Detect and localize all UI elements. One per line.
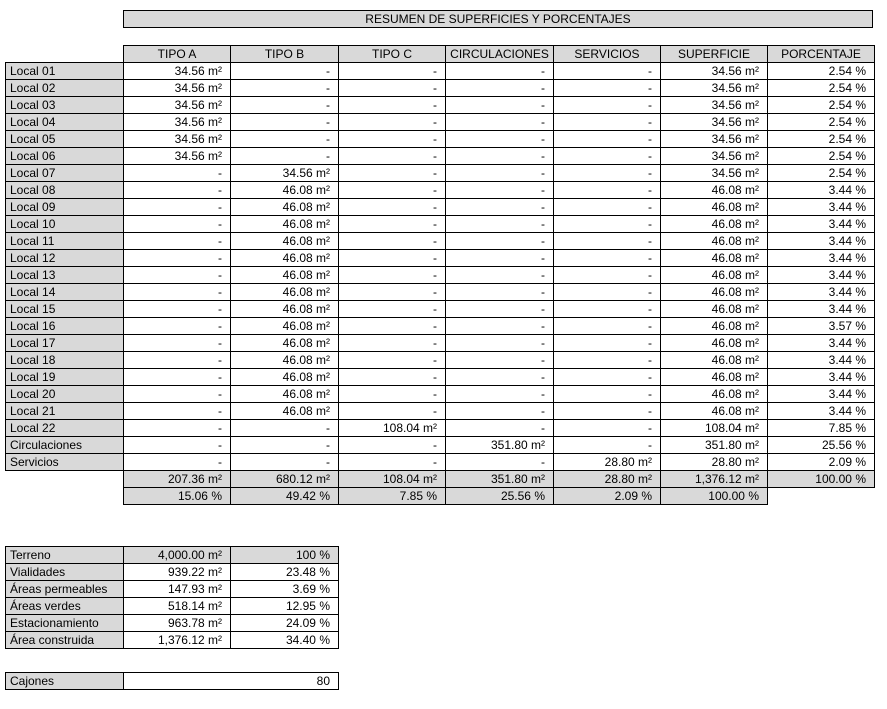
cell-value: - <box>124 182 231 199</box>
cell-value: - <box>446 199 554 216</box>
area-row <box>6 632 339 649</box>
surface-summary-table <box>5 45 875 505</box>
cell-value: - <box>446 97 554 114</box>
cell-value: - <box>339 454 446 471</box>
area-percentage: 12.95 % <box>231 598 339 615</box>
cell-value: - <box>554 284 661 301</box>
cell-value: - <box>554 165 661 182</box>
row-label: Local 06 <box>6 148 124 165</box>
table-row <box>6 250 875 267</box>
cell-value: 46.08 m² <box>231 386 339 403</box>
cell-value: 7.85 % <box>768 420 875 437</box>
table-row <box>6 284 875 301</box>
table-row <box>6 80 875 97</box>
cell-value: - <box>554 250 661 267</box>
cell-value: - <box>554 182 661 199</box>
cell-value: - <box>231 420 339 437</box>
cell-value: - <box>231 131 339 148</box>
row-label: Local 02 <box>6 80 124 97</box>
cell-value: 3.44 % <box>768 352 875 369</box>
cell-value: - <box>124 454 231 471</box>
cell-value: - <box>339 233 446 250</box>
cell-value: - <box>446 352 554 369</box>
cell-value: - <box>554 318 661 335</box>
cell-value: 46.08 m² <box>661 233 768 250</box>
cell-value: - <box>124 199 231 216</box>
percentage-value: 2.09 % <box>554 488 661 505</box>
cell-value: - <box>339 131 446 148</box>
row-label: Local 19 <box>6 369 124 386</box>
cell-value: - <box>554 352 661 369</box>
cell-value: 46.08 m² <box>661 386 768 403</box>
table-row <box>6 318 875 335</box>
cell-value: - <box>446 80 554 97</box>
area-row <box>6 564 339 581</box>
cell-value: 46.08 m² <box>661 369 768 386</box>
area-row <box>6 547 339 564</box>
cell-value: - <box>124 369 231 386</box>
cell-value: - <box>231 437 339 454</box>
table-row <box>6 352 875 369</box>
cell-value: - <box>339 386 446 403</box>
cell-value: - <box>554 233 661 250</box>
area-label: Estacionamiento <box>6 615 124 632</box>
table-row <box>6 420 875 437</box>
row-label: Local 14 <box>6 284 124 301</box>
cell-value: - <box>554 63 661 80</box>
cell-value: - <box>446 454 554 471</box>
cell-value: 34.56 m² <box>661 97 768 114</box>
header-corner <box>6 46 124 63</box>
cell-value: - <box>124 420 231 437</box>
table-row <box>6 386 875 403</box>
row-label: Local 17 <box>6 335 124 352</box>
cell-value: - <box>339 403 446 420</box>
cell-value: 46.08 m² <box>661 352 768 369</box>
percentage-value: 15.06 % <box>124 488 231 505</box>
table-row <box>6 301 875 318</box>
total-value: 680.12 m² <box>231 471 339 488</box>
totals-spacer <box>6 471 124 488</box>
cell-value: - <box>124 301 231 318</box>
table-row <box>6 114 875 131</box>
area-row <box>6 598 339 615</box>
cell-value: - <box>231 454 339 471</box>
cell-value: 2.54 % <box>768 63 875 80</box>
table-row <box>6 216 875 233</box>
area-row <box>6 615 339 632</box>
cell-value: - <box>124 437 231 454</box>
row-label: Local 15 <box>6 301 124 318</box>
cell-value: 3.44 % <box>768 216 875 233</box>
percentage-value: 25.56 % <box>446 488 554 505</box>
cell-value: 34.56 m² <box>124 148 231 165</box>
row-label: Servicios <box>6 454 124 471</box>
row-label: Local 20 <box>6 386 124 403</box>
area-label: Área construida <box>6 632 124 649</box>
table-row <box>6 437 875 454</box>
cell-value: 46.08 m² <box>231 199 339 216</box>
cell-value: - <box>339 352 446 369</box>
cell-value: - <box>554 114 661 131</box>
area-value: 1,376.12 m² <box>124 632 231 649</box>
cell-value: - <box>339 369 446 386</box>
cell-value: - <box>446 403 554 420</box>
cell-value: - <box>339 148 446 165</box>
row-label: Local 09 <box>6 199 124 216</box>
area-label: Vialidades <box>6 564 124 581</box>
cell-value: 46.08 m² <box>661 199 768 216</box>
cell-value: 28.80 m² <box>554 454 661 471</box>
cell-value: 46.08 m² <box>231 318 339 335</box>
table-row <box>6 199 875 216</box>
percentage-spacer <box>6 488 124 505</box>
row-label: Local 18 <box>6 352 124 369</box>
cell-value: - <box>446 182 554 199</box>
cell-value: 46.08 m² <box>661 335 768 352</box>
row-label: Local 05 <box>6 131 124 148</box>
cell-value: - <box>339 199 446 216</box>
percentage-end-spacer <box>768 488 875 505</box>
total-value: 1,376.12 m² <box>661 471 768 488</box>
percentage-row <box>6 488 875 505</box>
cell-value: 34.56 m² <box>661 80 768 97</box>
row-label: Local 21 <box>6 403 124 420</box>
cell-value: 2.54 % <box>768 148 875 165</box>
area-value: 4,000.00 m² <box>124 547 231 564</box>
cell-value: - <box>554 97 661 114</box>
column-header: TIPO C <box>339 46 446 63</box>
cell-value: 46.08 m² <box>231 403 339 420</box>
cell-value: 3.44 % <box>768 284 875 301</box>
cell-value: 34.56 m² <box>124 97 231 114</box>
cell-value: 351.80 m² <box>661 437 768 454</box>
cell-value: 34.56 m² <box>124 114 231 131</box>
column-header: PORCENTAJE <box>768 46 875 63</box>
cell-value: - <box>124 335 231 352</box>
cell-value: - <box>339 97 446 114</box>
cell-value: - <box>339 301 446 318</box>
row-label: Local 10 <box>6 216 124 233</box>
cell-value: - <box>339 80 446 97</box>
area-percentage: 24.09 % <box>231 615 339 632</box>
row-label: Local 01 <box>6 63 124 80</box>
cell-value: 34.56 m² <box>661 63 768 80</box>
cell-value: 46.08 m² <box>231 182 339 199</box>
cell-value: 46.08 m² <box>231 369 339 386</box>
total-value: 28.80 m² <box>554 471 661 488</box>
cell-value: - <box>339 114 446 131</box>
table-row <box>6 131 875 148</box>
cell-value: 34.56 m² <box>661 131 768 148</box>
column-header: SERVICIOS <box>554 46 661 63</box>
cell-value: - <box>231 63 339 80</box>
table-row <box>6 233 875 250</box>
area-label: Áreas verdes <box>6 598 124 615</box>
land-area-table <box>5 546 339 649</box>
cell-value: 25.56 % <box>768 437 875 454</box>
table-row <box>6 182 875 199</box>
cell-value: - <box>446 386 554 403</box>
area-percentage: 23.48 % <box>231 564 339 581</box>
table-row <box>6 267 875 284</box>
cell-value: - <box>339 182 446 199</box>
cell-value: 28.80 m² <box>661 454 768 471</box>
cell-value: - <box>124 352 231 369</box>
cell-value: - <box>446 165 554 182</box>
cell-value: 2.54 % <box>768 165 875 182</box>
cell-value: 46.08 m² <box>231 352 339 369</box>
area-percentage: 100 % <box>231 547 339 564</box>
cell-value: 108.04 m² <box>661 420 768 437</box>
cell-value: - <box>339 165 446 182</box>
cell-value: - <box>231 80 339 97</box>
cell-value: - <box>124 403 231 420</box>
area-value: 518.14 m² <box>124 598 231 615</box>
column-header: CIRCULACIONES <box>446 46 554 63</box>
cell-value: - <box>124 250 231 267</box>
header-row <box>6 46 875 63</box>
total-value: 100.00 % <box>768 471 875 488</box>
cell-value: - <box>231 148 339 165</box>
cell-value: 46.08 m² <box>231 284 339 301</box>
percentage-value: 100.00 % <box>661 488 768 505</box>
cell-value: - <box>554 216 661 233</box>
cell-value: - <box>124 165 231 182</box>
table-row <box>6 454 875 471</box>
cell-value: - <box>339 318 446 335</box>
table-title: RESUMEN DE SUPERFICIES Y PORCENTAJES <box>123 10 873 28</box>
cell-value: - <box>554 403 661 420</box>
column-header: TIPO B <box>231 46 339 63</box>
area-percentage: 34.40 % <box>231 632 339 649</box>
cell-value: - <box>339 335 446 352</box>
cell-value: - <box>446 420 554 437</box>
cell-value: 46.08 m² <box>231 267 339 284</box>
cell-value: 34.56 m² <box>124 131 231 148</box>
cell-value: - <box>339 216 446 233</box>
percentage-value: 7.85 % <box>339 488 446 505</box>
cell-value: - <box>446 216 554 233</box>
cell-value: 3.44 % <box>768 301 875 318</box>
row-label: Local 13 <box>6 267 124 284</box>
area-value: 147.93 m² <box>124 581 231 598</box>
cell-value: - <box>124 318 231 335</box>
area-row <box>6 581 339 598</box>
cell-value: 3.44 % <box>768 182 875 199</box>
total-value: 108.04 m² <box>339 471 446 488</box>
cell-value: 3.44 % <box>768 386 875 403</box>
cell-value: 34.56 m² <box>661 165 768 182</box>
table-row <box>6 335 875 352</box>
cell-value: 2.54 % <box>768 131 875 148</box>
cell-value: - <box>554 369 661 386</box>
cell-value: - <box>124 386 231 403</box>
cajones-row <box>6 673 339 690</box>
cell-value: 46.08 m² <box>231 216 339 233</box>
cell-value: 46.08 m² <box>661 318 768 335</box>
percentage-value: 49.42 % <box>231 488 339 505</box>
cell-value: 46.08 m² <box>231 233 339 250</box>
cell-value: 3.44 % <box>768 369 875 386</box>
cell-value: - <box>446 114 554 131</box>
cell-value: - <box>554 437 661 454</box>
cell-value: 2.54 % <box>768 114 875 131</box>
row-label: Local 07 <box>6 165 124 182</box>
area-value: 939.22 m² <box>124 564 231 581</box>
area-value: 963.78 m² <box>124 615 231 632</box>
cell-value: - <box>339 63 446 80</box>
cell-value: 46.08 m² <box>231 335 339 352</box>
total-value: 351.80 m² <box>446 471 554 488</box>
cell-value: - <box>554 386 661 403</box>
cell-value: 2.54 % <box>768 97 875 114</box>
cell-value: - <box>554 131 661 148</box>
table-row <box>6 97 875 114</box>
cell-value: - <box>446 284 554 301</box>
table-row <box>6 403 875 420</box>
cell-value: - <box>339 284 446 301</box>
row-label: Local 22 <box>6 420 124 437</box>
cell-value: 46.08 m² <box>661 267 768 284</box>
cell-value: 34.56 m² <box>661 114 768 131</box>
cell-value: 3.44 % <box>768 267 875 284</box>
total-value: 207.36 m² <box>124 471 231 488</box>
cell-value: - <box>446 131 554 148</box>
cajones-value: 80 <box>124 673 339 690</box>
row-label: Local 04 <box>6 114 124 131</box>
cell-value: 34.56 m² <box>124 63 231 80</box>
cell-value: - <box>554 267 661 284</box>
table-row <box>6 165 875 182</box>
cajones-label: Cajones <box>6 673 124 690</box>
cell-value: - <box>446 148 554 165</box>
cell-value: - <box>446 233 554 250</box>
cell-value: - <box>124 267 231 284</box>
cell-value: 46.08 m² <box>231 250 339 267</box>
cell-value: - <box>446 250 554 267</box>
cell-value: - <box>446 318 554 335</box>
cell-value: 46.08 m² <box>661 250 768 267</box>
cell-value: 2.54 % <box>768 80 875 97</box>
cell-value: 46.08 m² <box>661 301 768 318</box>
cell-value: - <box>446 267 554 284</box>
cell-value: - <box>124 284 231 301</box>
row-label: Circulaciones <box>6 437 124 454</box>
cell-value: - <box>339 437 446 454</box>
cell-value: - <box>124 233 231 250</box>
cell-value: - <box>339 250 446 267</box>
cell-value: - <box>446 301 554 318</box>
cell-value: - <box>446 335 554 352</box>
column-header: SUPERFICIE <box>661 46 768 63</box>
area-label: Áreas permeables <box>6 581 124 598</box>
cell-value: - <box>124 216 231 233</box>
cell-value: 3.44 % <box>768 250 875 267</box>
cell-value: - <box>554 80 661 97</box>
cell-value: 3.44 % <box>768 403 875 420</box>
totals-row <box>6 471 875 488</box>
parking-table <box>5 672 339 690</box>
row-label: Local 11 <box>6 233 124 250</box>
cell-value: 46.08 m² <box>661 216 768 233</box>
cell-value: 2.09 % <box>768 454 875 471</box>
cell-value: - <box>231 97 339 114</box>
cell-value: 34.56 m² <box>231 165 339 182</box>
cell-value: 46.08 m² <box>661 284 768 301</box>
table-row <box>6 369 875 386</box>
cell-value: 108.04 m² <box>339 420 446 437</box>
cell-value: 46.08 m² <box>661 403 768 420</box>
area-label: Terreno <box>6 547 124 564</box>
table-row <box>6 63 875 80</box>
cell-value: 3.44 % <box>768 335 875 352</box>
table-row <box>6 148 875 165</box>
row-label: Local 12 <box>6 250 124 267</box>
column-header: TIPO A <box>124 46 231 63</box>
row-label: Local 16 <box>6 318 124 335</box>
cell-value: 3.57 % <box>768 318 875 335</box>
row-label: Local 03 <box>6 97 124 114</box>
cell-value: 351.80 m² <box>446 437 554 454</box>
cell-value: - <box>446 63 554 80</box>
cell-value: - <box>554 148 661 165</box>
cell-value: - <box>554 335 661 352</box>
cell-value: 46.08 m² <box>661 182 768 199</box>
cell-value: 3.44 % <box>768 233 875 250</box>
cell-value: 3.44 % <box>768 199 875 216</box>
cell-value: - <box>554 420 661 437</box>
row-label: Local 08 <box>6 182 124 199</box>
area-percentage: 3.69 % <box>231 581 339 598</box>
cell-value: - <box>554 199 661 216</box>
cell-value: - <box>231 114 339 131</box>
cell-value: - <box>339 267 446 284</box>
cell-value: - <box>446 369 554 386</box>
cell-value: 46.08 m² <box>231 301 339 318</box>
cell-value: - <box>554 301 661 318</box>
cell-value: 34.56 m² <box>661 148 768 165</box>
cell-value: 34.56 m² <box>124 80 231 97</box>
